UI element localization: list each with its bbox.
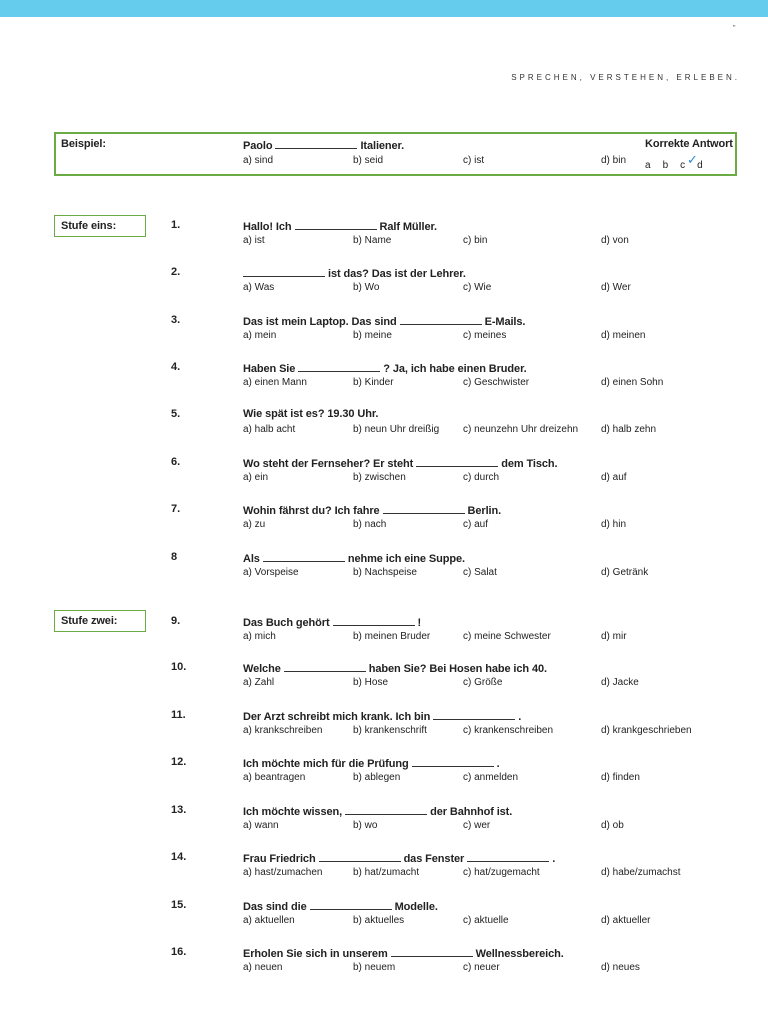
question-text xyxy=(243,851,555,865)
question-number: 8 xyxy=(171,551,178,563)
question-text-pre: Wie spät ist es? 19.30 Uhr. xyxy=(243,408,379,420)
question-text-pre: Das Buch gehört xyxy=(243,617,330,629)
question-text xyxy=(243,661,547,675)
question-text-pre: Wo steht der Fernseher? Er steht xyxy=(243,458,414,470)
question-text xyxy=(243,756,500,770)
question-number: 11. xyxy=(171,709,186,721)
question-number: 10. xyxy=(171,661,187,673)
answer-blank[interactable] xyxy=(412,756,494,767)
question-text-post: Ralf Müller. xyxy=(379,221,437,233)
answer-blank[interactable] xyxy=(284,661,366,672)
answer-letter-d[interactable]: d xyxy=(697,160,703,171)
header-slogan: SPRECHEN, VERSTEHEN, ERLEBEN. xyxy=(511,73,740,82)
option-c[interactable]: c) meine Schwester xyxy=(463,631,551,642)
option-d[interactable]: d) ob xyxy=(601,820,624,831)
example-option-d[interactable]: d) bin xyxy=(601,155,627,166)
answer-blank[interactable] xyxy=(295,219,377,230)
question-text-post: der Bahnhof ist. xyxy=(430,806,513,818)
question-text-post: . xyxy=(552,853,556,865)
question-number: 2. xyxy=(171,266,181,278)
option-d[interactable]: d) einen Sohn xyxy=(601,377,664,388)
option-a[interactable]: a) krankschreiben xyxy=(243,725,323,736)
option-a[interactable]: a) Was xyxy=(243,282,275,293)
question-number: 13. xyxy=(171,804,187,816)
option-b[interactable]: b) neuem xyxy=(353,962,396,973)
option-c[interactable]: c) auf xyxy=(463,519,489,530)
question-text xyxy=(243,361,527,375)
answer-letter-c[interactable]: c xyxy=(680,160,686,171)
option-c[interactable]: c) durch xyxy=(463,472,500,483)
option-b[interactable]: b) ablegen xyxy=(353,772,401,783)
question-text-post: . xyxy=(518,711,522,723)
option-a[interactable]: a) neuen xyxy=(243,962,283,973)
example-question-post: Italiener. xyxy=(360,140,405,152)
top-color-bar xyxy=(0,0,768,17)
question-text-post: ! xyxy=(417,617,422,629)
question-text xyxy=(243,219,437,233)
example-option-b[interactable]: b) seid xyxy=(353,155,384,166)
question-text-pre: Der Arzt schreibt mich krank. Ich bin xyxy=(243,711,431,723)
question-number: 5. xyxy=(171,408,181,420)
question-number: 9. xyxy=(171,615,181,627)
option-a[interactable]: a) Zahl xyxy=(243,677,275,688)
option-d[interactable]: d) krankgeschrieben xyxy=(601,725,692,736)
question-number: 4. xyxy=(171,361,181,373)
option-a[interactable]: a) aktuellen xyxy=(243,915,295,926)
answer-blank[interactable] xyxy=(310,899,392,910)
question-number: 16. xyxy=(171,946,187,958)
option-d[interactable]: d) hin xyxy=(601,519,627,530)
checkmark-icon: ✓ xyxy=(687,152,698,167)
question-text-pre: Ich möchte mich für die Prüfung xyxy=(243,758,409,770)
option-a[interactable]: a) beantragen xyxy=(243,772,306,783)
question-number: 1. xyxy=(171,219,181,231)
level-box-stufe-eins xyxy=(54,215,146,237)
question-text-post: Wellnessbereich. xyxy=(475,948,564,960)
option-c[interactable]: c) bin xyxy=(463,235,488,246)
option-a[interactable]: a) ist xyxy=(243,235,265,246)
question-text xyxy=(243,503,501,517)
option-c[interactable]: c) meines xyxy=(463,330,507,341)
question-text-pre: Hallo! Ich xyxy=(243,221,292,233)
option-a[interactable]: a) halb acht xyxy=(243,424,296,435)
answer-blank[interactable] xyxy=(243,266,325,277)
question-number: 6. xyxy=(171,456,181,468)
level-label: Stufe zwei: xyxy=(61,615,118,627)
question-text-pre: Wohin fährst du? Ich fahre xyxy=(243,505,380,517)
option-b[interactable]: b) neun Uhr dreißig xyxy=(353,424,440,435)
option-c[interactable]: c) krankenschreiben xyxy=(463,725,554,736)
option-d[interactable]: d) habe/zumachst xyxy=(601,867,681,878)
option-b[interactable]: b) wo xyxy=(353,820,378,831)
option-a[interactable]: a) ein xyxy=(243,472,269,483)
option-d[interactable]: d) Wer xyxy=(601,282,631,293)
option-a[interactable]: a) hast/zumachen xyxy=(243,867,323,878)
option-a[interactable]: a) einen Mann xyxy=(243,377,307,388)
question-text xyxy=(243,456,557,470)
answer-blank[interactable] xyxy=(391,946,473,957)
level-box-stufe-zwei xyxy=(54,610,146,632)
option-a[interactable]: a) Vorspeise xyxy=(243,567,299,578)
answer-letter-a[interactable]: a xyxy=(645,160,651,171)
option-d[interactable]: d) halb zehn xyxy=(601,424,657,435)
option-c[interactable]: c) neunzehn Uhr dreizehn xyxy=(463,424,579,435)
level-label: Stufe eins: xyxy=(61,220,117,232)
option-d[interactable]: d) Getränk xyxy=(601,567,649,578)
corner-mark: " xyxy=(733,25,736,32)
option-d[interactable]: d) Jacke xyxy=(601,677,639,688)
answer-blank[interactable] xyxy=(275,138,357,149)
option-c[interactable]: c) hat/zugemacht xyxy=(463,867,540,878)
option-c[interactable]: c) neuer xyxy=(463,962,500,973)
option-b[interactable]: b) hat/zumacht xyxy=(353,867,420,878)
question-text-pre: Das ist mein Laptop. Das sind xyxy=(243,316,397,328)
question-text-pre: Ich möchte wissen, xyxy=(243,806,343,818)
answer-blank[interactable] xyxy=(345,804,427,815)
question-number: 12. xyxy=(171,756,187,768)
option-d[interactable]: d) neues xyxy=(601,962,640,973)
question-text-pre: Welche xyxy=(243,663,281,675)
answer-blank[interactable] xyxy=(467,851,549,862)
answer-blank[interactable] xyxy=(383,503,465,514)
question-text-mid: das Fenster xyxy=(403,853,465,865)
option-d[interactable]: d) finden xyxy=(601,772,640,783)
option-d[interactable]: d) meinen xyxy=(601,330,646,341)
question-text xyxy=(243,266,466,280)
option-b[interactable]: b) zwischen xyxy=(353,472,406,483)
option-d[interactable]: d) auf xyxy=(601,472,627,483)
question-text-post: nehme ich eine Suppe. xyxy=(347,553,465,565)
question-text xyxy=(243,709,521,723)
option-b[interactable]: b) Kinder xyxy=(353,377,394,388)
option-b[interactable]: b) nach xyxy=(353,519,387,530)
option-d[interactable]: d) von xyxy=(601,235,629,246)
option-d[interactable]: d) mir xyxy=(601,631,627,642)
answer-blank[interactable] xyxy=(433,709,515,720)
answer-blank[interactable] xyxy=(400,314,482,325)
option-c[interactable]: c) Wie xyxy=(463,282,492,293)
question-number: 3. xyxy=(171,314,181,326)
option-b[interactable]: b) Name xyxy=(353,235,392,246)
answer-blank[interactable] xyxy=(333,615,415,626)
option-b[interactable]: b) meinen Bruder xyxy=(353,631,431,642)
question-text xyxy=(243,314,525,328)
option-c[interactable]: c) Salat xyxy=(463,567,497,578)
answer-letters xyxy=(645,155,715,173)
answer-letter-b[interactable]: b xyxy=(662,160,669,171)
option-b[interactable]: b) Nachspeise xyxy=(353,567,417,578)
option-a[interactable]: a) mich xyxy=(243,631,276,642)
question-text-pre: Frau Friedrich xyxy=(243,853,316,865)
answer-blank[interactable] xyxy=(416,456,498,467)
option-d[interactable]: d) aktueller xyxy=(601,915,651,926)
question-text xyxy=(243,615,421,629)
question-text xyxy=(243,946,564,960)
example-question-pre: Paolo xyxy=(243,140,273,152)
question-text-pre: Erholen Sie sich in unserem xyxy=(243,948,388,960)
question-text-post: ? Ja, ich habe einen Bruder. xyxy=(383,363,527,375)
option-c[interactable]: c) Größe xyxy=(463,677,503,688)
example-option-a[interactable]: a) sind xyxy=(243,155,274,166)
question-text-post: Berlin. xyxy=(467,505,502,517)
question-text xyxy=(243,899,438,913)
question-text xyxy=(243,551,465,565)
option-c[interactable]: c) Geschwister xyxy=(463,377,530,388)
example-question xyxy=(243,138,404,152)
question-text-post: . xyxy=(496,758,500,770)
option-b[interactable]: b) aktuelles xyxy=(353,915,405,926)
question-text-post: haben Sie? Bei Hosen habe ich 40. xyxy=(368,663,547,675)
option-c[interactable]: c) wer xyxy=(463,820,491,831)
question-text-post: dem Tisch. xyxy=(501,458,558,470)
option-c[interactable]: c) aktuelle xyxy=(463,915,509,926)
question-text xyxy=(243,408,378,420)
answer-blank[interactable] xyxy=(319,851,401,862)
option-b[interactable]: b) Wo xyxy=(353,282,380,293)
option-c[interactable]: c) anmelden xyxy=(463,772,519,783)
answer-heading: Korrekte Antwort xyxy=(645,138,733,150)
question-text-post: ist das? Das ist der Lehrer. xyxy=(328,268,466,280)
answer-blank[interactable] xyxy=(298,361,380,372)
question-text-pre: Haben Sie xyxy=(243,363,296,375)
option-a[interactable]: a) mein xyxy=(243,330,277,341)
example-label: Beispiel: xyxy=(61,138,106,150)
example-option-c[interactable]: c) ist xyxy=(463,155,485,166)
option-b[interactable]: b) Hose xyxy=(353,677,389,688)
question-text-pre: Das sind die xyxy=(243,901,307,913)
question-text-post: Modelle. xyxy=(394,901,438,913)
option-a[interactable]: a) wann xyxy=(243,820,279,831)
option-b[interactable]: b) meine xyxy=(353,330,392,341)
question-number: 15. xyxy=(171,899,187,911)
question-number: 7. xyxy=(171,503,181,515)
answer-blank[interactable] xyxy=(263,551,345,562)
question-text-post: E-Mails. xyxy=(484,316,526,328)
option-a[interactable]: a) zu xyxy=(243,519,266,530)
question-text xyxy=(243,804,512,818)
question-text-pre: Als xyxy=(243,553,260,565)
option-b[interactable]: b) krankenschrift xyxy=(353,725,427,736)
question-number: 14. xyxy=(171,851,187,863)
